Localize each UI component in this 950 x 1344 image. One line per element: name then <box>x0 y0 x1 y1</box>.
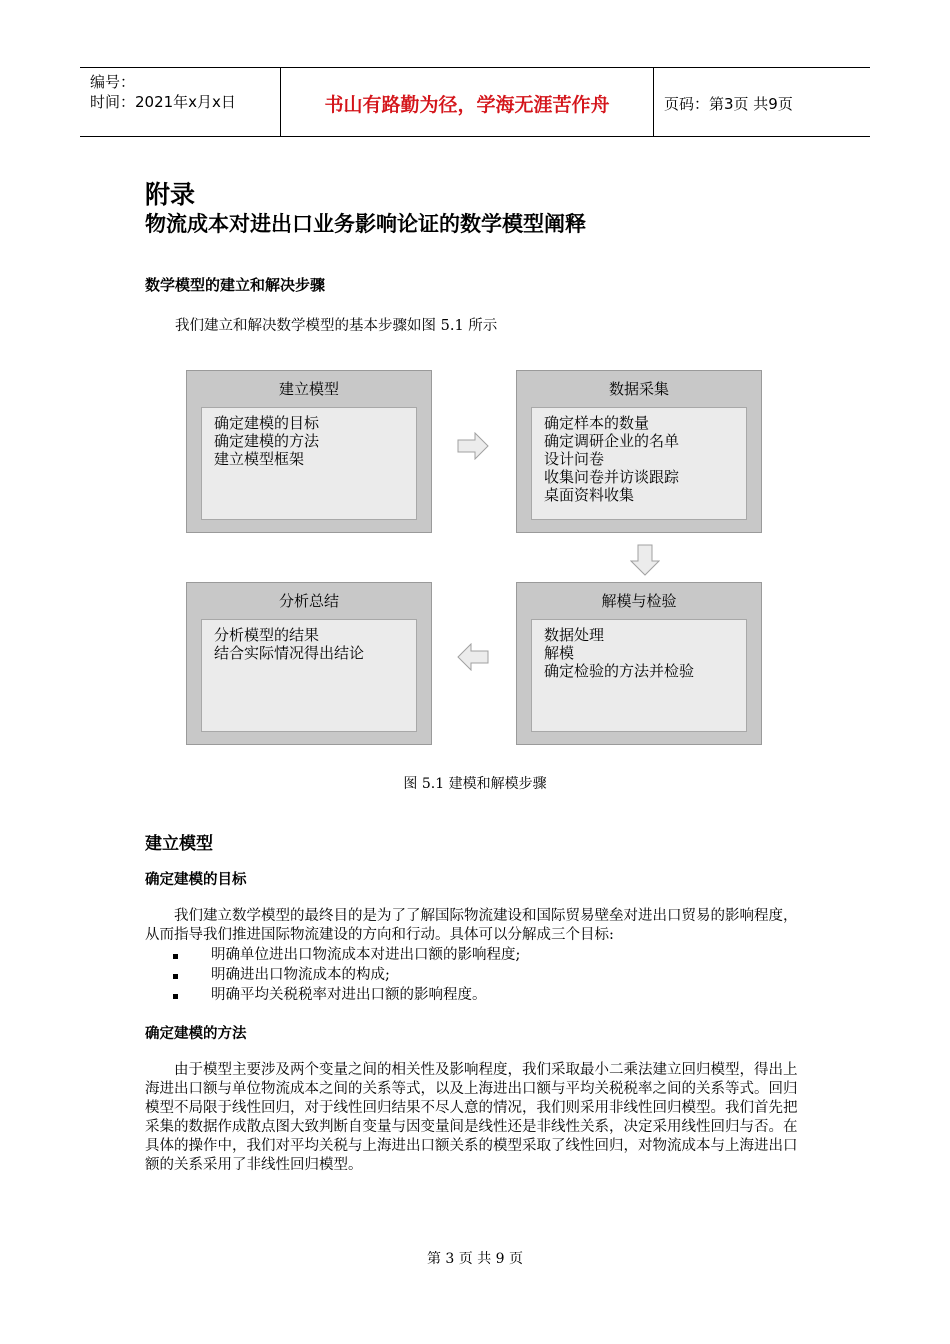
header-motto-cell <box>281 68 654 136</box>
list-item: 明确平均关税税率对进出口额的影响程度。 <box>145 985 520 1005</box>
step-title: 建立模型 <box>278 380 339 398</box>
arrow-down-icon <box>630 544 660 576</box>
subsection-heading: 确定建模的方法 <box>145 1026 247 1042</box>
step-items <box>201 619 417 732</box>
step-box-build-model <box>186 370 432 533</box>
step-items <box>201 407 417 520</box>
intro-text: 我们建立和解决数学模型的基本步骤如图 5.1 所示 <box>175 318 498 334</box>
bullet-icon <box>173 994 178 999</box>
step-item: 确定检验的方法并检验 <box>544 662 695 680</box>
section-heading: 建立模型 <box>145 834 213 854</box>
step-items <box>531 619 747 732</box>
step-box-analysis <box>186 582 432 745</box>
step-item: 确定建模的目标 <box>214 414 320 432</box>
arrow-right-icon <box>457 432 489 460</box>
step-item: 确定样本的数量 <box>544 414 650 432</box>
page-header <box>80 67 870 137</box>
number-label: 编号： <box>90 73 136 91</box>
step-title: 分析总结 <box>278 592 339 610</box>
step-item: 分析模型的结果 <box>214 626 320 644</box>
step-items <box>531 407 747 520</box>
motto: 书山有路勤为径，学海无涯苦作舟 <box>324 94 610 116</box>
section-heading: 数学模型的建立和解决步骤 <box>145 276 326 294</box>
header-page-cell <box>654 68 870 136</box>
step-item: 确定调研企业的名单 <box>544 432 680 450</box>
arrow-left-icon <box>457 643 489 671</box>
step-item: 结合实际情况得出结论 <box>214 644 365 662</box>
step-item: 数据处理 <box>544 626 605 644</box>
step-box-solve-verify <box>516 582 762 745</box>
step-item: 确定建模的方法 <box>214 432 320 450</box>
subsection-heading: 确定建模的目标 <box>145 872 247 888</box>
page-code: 页码：第3页 共9页 <box>664 95 793 113</box>
list-item: 明确单位进出口物流成本对进出口额的影响程度; <box>145 945 520 965</box>
page-footer: 第 3 页 共 9 页 <box>426 1251 524 1267</box>
step-item: 解模 <box>544 644 575 662</box>
step-item: 设计问卷 <box>544 450 605 468</box>
step-title: 解模与检验 <box>601 592 677 610</box>
header-info-cell <box>80 68 281 136</box>
date-label: 时间：2021年x月x日 <box>90 93 236 111</box>
goal-list <box>145 945 520 1005</box>
step-item: 收集问卷并访谈跟踪 <box>544 468 680 486</box>
step-item: 建立模型框架 <box>214 450 305 468</box>
figure-caption: 图 5.1 建模和解模步骤 <box>403 776 547 792</box>
list-item: 明确进出口物流成本的构成; <box>145 965 520 985</box>
bullet-icon <box>173 974 178 979</box>
appendix-title: 附录 <box>145 180 196 209</box>
step-title: 数据采集 <box>608 380 669 398</box>
bullet-icon <box>173 954 178 959</box>
step-item: 桌面资料收集 <box>544 486 635 504</box>
document-title: 物流成本对进出口业务影响论证的数学模型阐释 <box>145 212 586 236</box>
step-box-data-collection <box>516 370 762 533</box>
paragraph: 由于模型主要涉及两个变量之间的相关性及影响程度，我们采取最小二乘法建立回归模型，得出上海进出口额与单位物流成本之间的关系等式，以及上海进出口额与平均关税税率之间的关系等式。回归模型不局限于线性回归，对于线性回归结果不尽人意的情况，我们则采用非线性回归模型。我们首先把采集的数据作成散点图大致判断自变量与因变量间是线性还是非线性关系，决定采用线性回归与否。在具体的操作中，我们对平均关税与上海进出口额关系的模型采取了线性回归，对物流成本与上海进出口额的关系采用了非线性回归模型。 <box>145 1062 798 1173</box>
paragraph: 我们建立数学模型的最终目的是为了了解国际物流建设和国际贸易壁垒对进出口贸易的影响程度，从而指导我们推进国际物流建设的方向和行动。具体可以分解成三个目标: <box>145 908 798 943</box>
